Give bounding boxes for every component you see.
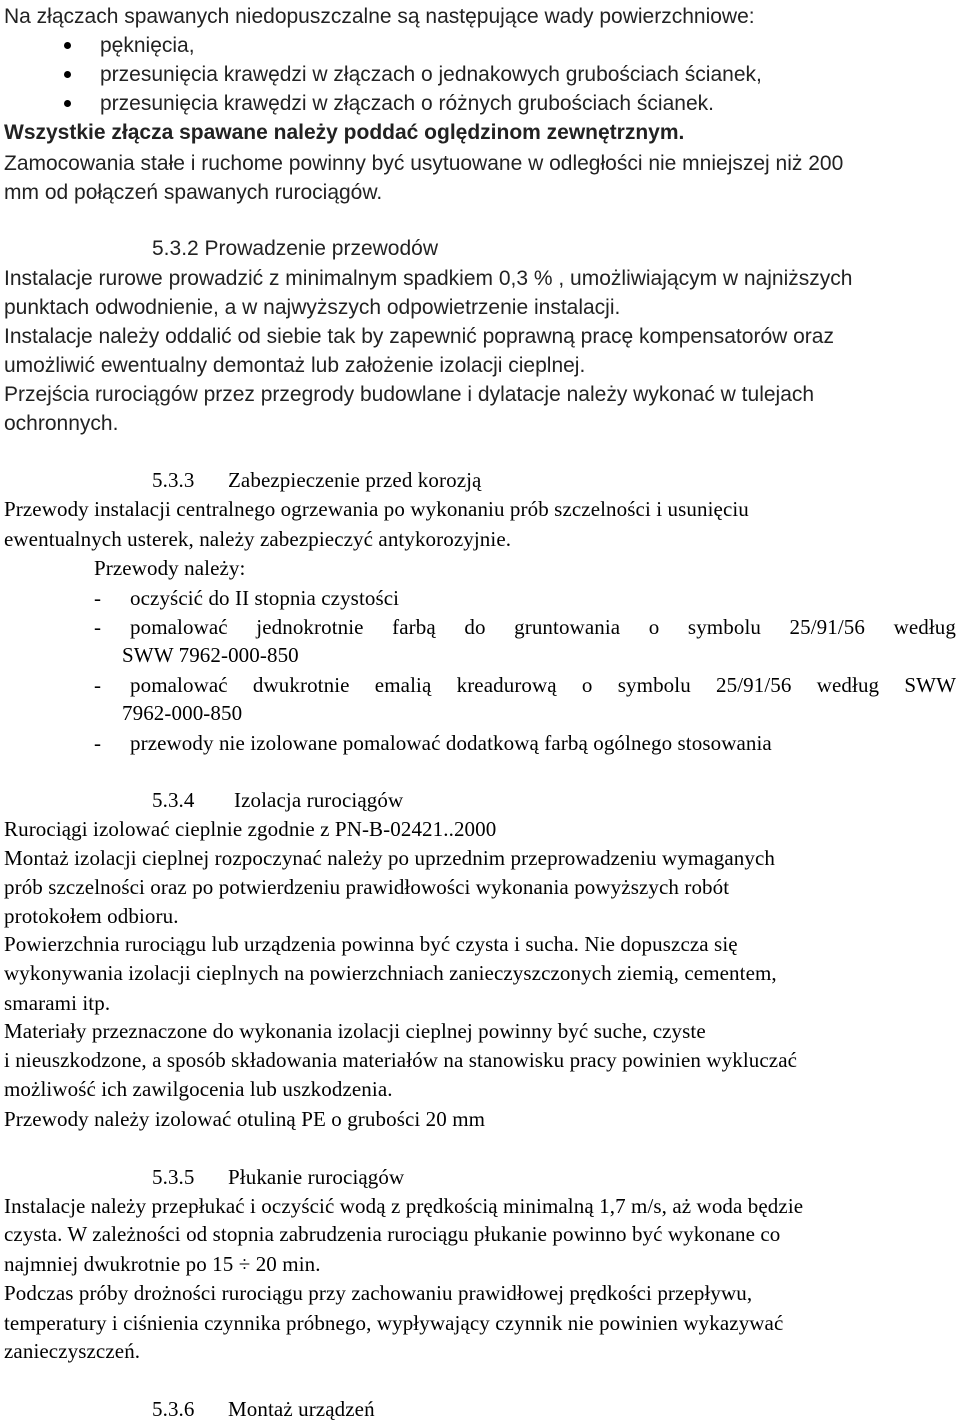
bullet-icon bbox=[64, 42, 71, 49]
bullet-item: przesunięcia krawędzi w złączach o różnych grubościach ścianek. bbox=[100, 92, 714, 115]
paragraph-line: punktach odwodnienie, a w najwyższych odpowietrzenie instalacji. bbox=[4, 296, 621, 319]
paragraph-line: Instalacje należy przepłukać i oczyścić wodą z prędkością minimalną 1,7 m/s, aż woda będzie bbox=[4, 1194, 804, 1218]
section-title-5-3-5: Płukanie rurociągów bbox=[228, 1165, 405, 1189]
bullet-item: pęknięcia, bbox=[100, 34, 195, 57]
paragraph-line: mm od połączeń spawanych rurociągów. bbox=[4, 181, 383, 204]
paragraph-line: Materiały przeznaczone do wykonania izolacji cieplnej powinny być suche, czyste bbox=[4, 1019, 706, 1043]
paragraph-line: umożliwić ewentualny demontaż lub założenie izolacji cieplnej. bbox=[4, 354, 586, 377]
paragraph-line: Przewody należy izolować otuliną PE o grubości 20 mm bbox=[4, 1107, 486, 1131]
paragraph-line: smarami itp. bbox=[4, 991, 111, 1015]
section-title-5-3-4: Izolacja rurociągów bbox=[234, 788, 404, 812]
dash-marker: - bbox=[94, 731, 102, 755]
paragraph-line: prób szczelności oraz po potwierdzeniu prawidłowości wykonania powyższych robót bbox=[4, 875, 730, 899]
paragraph-line: i nieuszkodzone, a sposób składowania materiałów na stanowisku pracy powinien wykluczać bbox=[4, 1048, 798, 1072]
paragraph-line: zanieczyszczeń. bbox=[4, 1339, 141, 1363]
paragraph-line: Zamocowania stałe i ruchome powinny być usytuowane w odległości nie mniejszej niż 200 bbox=[4, 152, 844, 175]
paragraph-line: Przejścia rurociągów przez przegrody budowlane i dylatacje należy wykonać w tulejach bbox=[4, 383, 815, 406]
paragraph-line: ewentualnych usterek, należy zabezpieczyć antykorozyjnie. bbox=[4, 527, 512, 551]
bullet-icon bbox=[64, 100, 71, 107]
paragraph-line: najmniej dwukrotnie po 15 ÷ 20 min. bbox=[4, 1252, 321, 1276]
paragraph-line: Podczas próby drożności rurociągu przy zachowaniu prawidłowej prędkości przepływu, bbox=[4, 1281, 753, 1305]
section-number-5-3-4: 5.3.4 bbox=[152, 788, 195, 812]
paragraph-line: Powierzchnia rurociągu lub urządzenia powinna być czysta i sucha. Nie dopuszcza się bbox=[4, 932, 738, 956]
paragraph-line: czysta. W zależności od stopnia zabrudzenia rurociągu płukanie powinno być wykonane co bbox=[4, 1222, 781, 1246]
list-item: pomalować dwukrotnie emalią kreadurową o symbolu 25/91/56 według SWW bbox=[130, 675, 956, 697]
list-item: oczyścić do II stopnia czystości bbox=[130, 586, 400, 610]
paragraph-line: Montaż izolacji cieplnej rozpoczynać należy po uprzednim przeprowadzeniu wymaganych bbox=[4, 846, 775, 870]
section-title-5-3-3: Zabezpieczenie przed korozją bbox=[228, 468, 482, 492]
intro-line: Na złączach spawanych niedopuszczalne są następujące wady powierzchniowe: bbox=[4, 5, 755, 28]
dash-marker: - bbox=[94, 615, 102, 639]
list-item: przewody nie izolowane pomalować dodatkową farbą ogólnego stosowania bbox=[130, 731, 772, 755]
section-number-5-3-3: 5.3.3 bbox=[152, 468, 195, 492]
paragraph-line: Instalacje rurowe prowadzić z minimalnym spadkiem 0,3 % , umożliwiającym w najniższych bbox=[4, 267, 853, 290]
paragraph-line: Rurociągi izolować cieplnie zgodnie z PN-B-02421..2000 bbox=[4, 817, 497, 841]
dash-marker: - bbox=[94, 673, 102, 697]
list-item-continuation: 7962-000-850 bbox=[122, 701, 243, 725]
bold-statement: Wszystkie złącza spawane należy poddać oględzinom zewnętrznym. bbox=[4, 121, 685, 144]
paragraph-line: ochronnych. bbox=[4, 412, 119, 435]
paragraph-line: Instalacje należy oddalić od siebie tak by zapewnić poprawną pracę kompensatorów oraz bbox=[4, 325, 834, 348]
paragraph-line: protokołem odbioru. bbox=[4, 904, 179, 928]
section-title-5-3-6: Montaż urządzeń bbox=[228, 1397, 375, 1421]
list-intro: Przewody należy: bbox=[94, 556, 246, 580]
section-heading-5-3-2: 5.3.2 Prowadzenie przewodów bbox=[152, 237, 439, 260]
paragraph-line: wykonywania izolacji cieplnych na powierzchniach zanieczyszczonych ziemią, cementem, bbox=[4, 961, 777, 985]
paragraph-line: Przewody instalacji centralnego ogrzewania po wykonaniu prób szczelności i usunięciu bbox=[4, 497, 749, 521]
list-item: pomalować jednokrotnie farbą do gruntowania o symbolu 25/91/56 według bbox=[130, 617, 956, 639]
list-item-continuation: SWW 7962-000-850 bbox=[122, 643, 299, 667]
paragraph-line: możliwość ich zawilgocenia lub uszkodzenia. bbox=[4, 1077, 393, 1101]
dash-marker: - bbox=[94, 586, 102, 610]
section-number-5-3-5: 5.3.5 bbox=[152, 1165, 195, 1189]
bullet-icon bbox=[64, 71, 71, 78]
section-number-5-3-6: 5.3.6 bbox=[152, 1397, 195, 1421]
paragraph-line: temperatury i ciśnienia czynnika próbnego, wypływający czynnik nie powinien wykazywać bbox=[4, 1311, 784, 1335]
bullet-item: przesunięcia krawędzi w złączach o jednakowych grubościach ścianek, bbox=[100, 63, 762, 86]
